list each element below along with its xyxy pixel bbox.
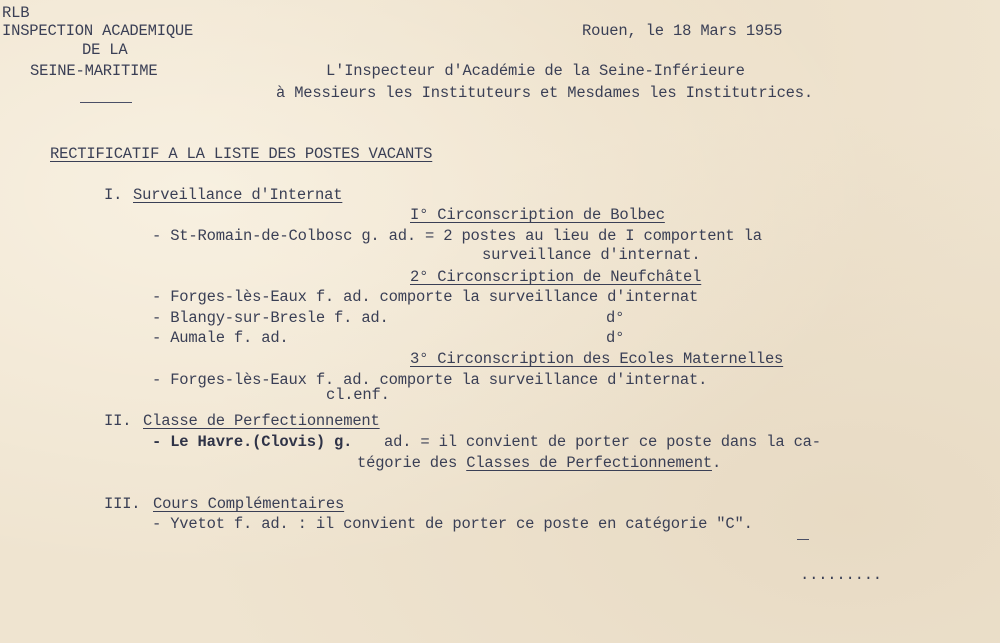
c2-item1: - Forges-lès-Eaux f. ad. comporte la surveillance d'internat bbox=[152, 288, 699, 306]
section2-item-text: ad. = il convient de porter ce poste dans la ca- bbox=[384, 433, 821, 451]
c2-item2-ditto: d° bbox=[606, 309, 625, 327]
closing-dots: ......... bbox=[800, 566, 882, 584]
place-and-date: Rouen, le 18 Mars 1955 bbox=[582, 22, 783, 40]
section2-item-place: - Le Havre.(Clovis) g. bbox=[152, 433, 353, 451]
section1-number: I. bbox=[104, 186, 123, 204]
section3-number: III. bbox=[104, 495, 141, 513]
circonscription1-heading: I° Circonscription de Bolbec bbox=[410, 206, 665, 224]
section3-mark bbox=[797, 539, 809, 540]
section3-item: - Yvetot f. ad. : il convient de porter ce poste en catégorie "C". bbox=[152, 515, 753, 533]
c3-item-line2: cl.enf. bbox=[326, 386, 390, 404]
c2-item2-place: - Blangy-sur-Bresle f. ad. bbox=[152, 309, 389, 327]
section1-heading: Surveillance d'Internat bbox=[133, 186, 343, 204]
circonscription2-heading: 2° Circonscription de Neufchâtel bbox=[410, 268, 702, 286]
section2-item-continuation bbox=[357, 454, 721, 472]
section2-cont-part1: tégorie des bbox=[357, 454, 467, 472]
section2-cont-emphasis: Classes de Perfectionnement bbox=[466, 454, 712, 472]
c1-item-line2: surveillance d'internat. bbox=[482, 246, 701, 264]
c2-item3-ditto: d° bbox=[606, 329, 625, 347]
office-name-line2: DE LA bbox=[82, 41, 128, 59]
sender-line: L'Inspecteur d'Académie de la Seine-Inférieure bbox=[326, 62, 745, 80]
section2-heading: Classe de Perfectionnement bbox=[143, 412, 380, 430]
circonscription3-heading: 3° Circonscription des Ecoles Maternelles bbox=[410, 350, 784, 368]
recipient-line: à Messieurs les Instituteurs et Mesdames les Institutrices. bbox=[276, 84, 813, 102]
c3-item-line1: - Forges-lès-Eaux f. ad. comporte la surveillance d'internat. bbox=[152, 371, 708, 389]
office-name-line1: INSPECTION ACADEMIQUE bbox=[2, 22, 194, 40]
office-name-line3: SEINE-MARITIME bbox=[30, 62, 158, 80]
reference-initials: RLB bbox=[2, 4, 30, 22]
header-divider bbox=[80, 102, 132, 103]
c2-item3-place: - Aumale f. ad. bbox=[152, 329, 289, 347]
section2-number: II. bbox=[104, 412, 132, 430]
document-title: RECTIFICATIF A LA LISTE DES POSTES VACANTS bbox=[50, 145, 433, 163]
section3-heading: Cours Complémentaires bbox=[153, 495, 345, 513]
section2-cont-part3: . bbox=[711, 454, 722, 472]
c1-item-line1: - St-Romain-de-Colbosc g. ad. = 2 postes au lieu de I comportent la bbox=[152, 227, 762, 245]
